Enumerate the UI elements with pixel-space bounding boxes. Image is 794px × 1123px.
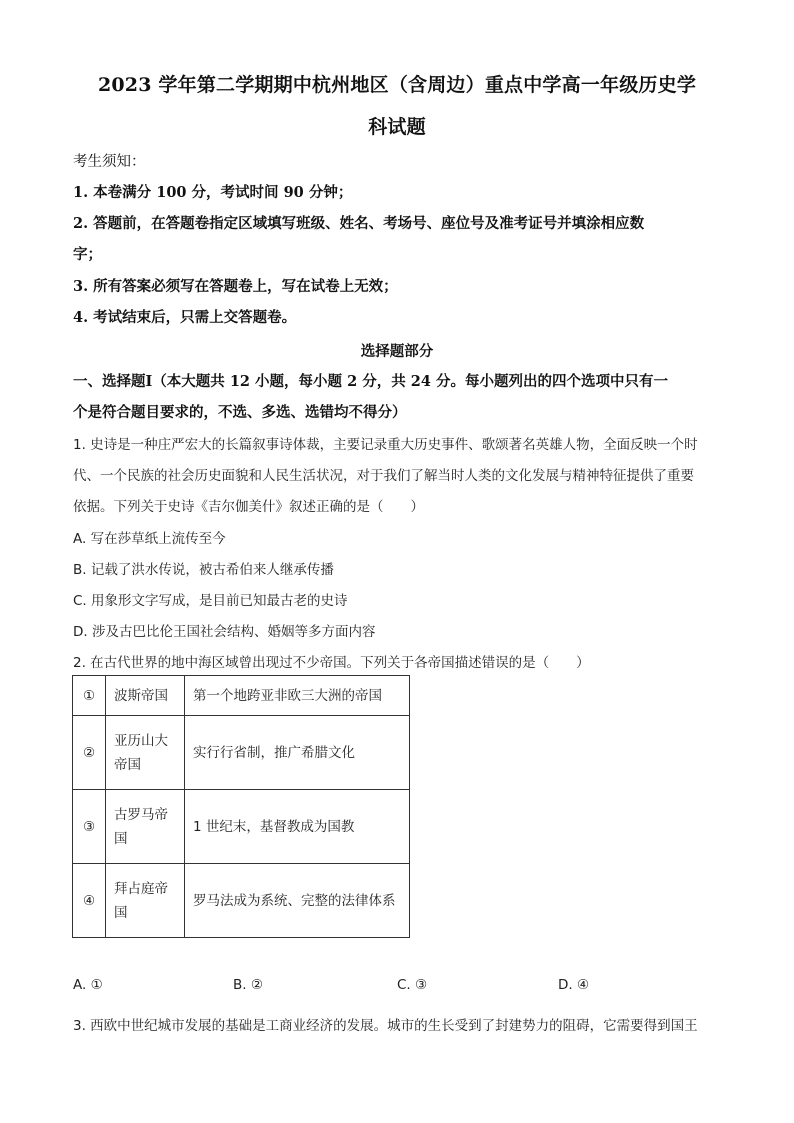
empire-name-line: 古罗马帝 [114,806,168,823]
empire-name-line: 拜占庭帝 [114,880,168,897]
section-title: 选择题部分 [360,343,434,360]
empire-description: 实行行省制，推广希腊文化 [185,716,410,790]
empire-table [72,675,410,938]
notice-item: 4. 考试结束后，只需上交答题卷。 [73,309,297,326]
q1-option-c: C. 用象形文字写成，是目前已知最古老的史诗 [73,593,348,609]
q1-option-a: A. 写在莎草纸上流传至今 [73,531,226,547]
empire-name-line: 帝国 [114,756,141,773]
notice-item: 1. 本卷满分 100 分，考试时间 90 分钟； [73,184,353,201]
q3-stem: 3. 西欧中世纪城市发展的基础是工商业经济的发展。城市的生长受到了封建势力的阻碍，它需要得到国王 [73,1018,698,1034]
row-number: ② [73,716,106,790]
table-row [73,790,410,864]
q1-stem-line: 代、一个民族的社会历史面貌和人民生活状况，对于我们了解当时人类的文化发展与精神特征提供了重要 [73,468,694,484]
table-row [73,716,410,790]
q2-option-d: D. ④ [558,977,590,993]
q2-option-a: A. ① [73,977,103,993]
q2-option-c: C. ③ [397,977,428,993]
empire-name-line: 波斯帝国 [114,687,168,704]
q1-stem-line: 1. 史诗是一种庄严宏大的长篇叙事诗体裁，主要记录重大历史事件、歌颂著名英雄人物，全面反映一个时 [73,437,698,453]
empire-name-line: 国 [114,904,128,921]
part-heading-line-2: 个是符合题目要求的，不选、多选、选错均不得分） [73,404,407,421]
notice-item: 2. 答题前，在答题卷指定区域填写班级、姓名、考场号、座位号及准考证号并填涂相应数 [73,215,645,232]
empire-name-line: 亚历山大 [114,732,168,749]
q1-stem-line: 依据。下列关于史诗《吉尔伽美什》叙述正确的是（ ） [73,499,424,515]
exam-title-line-1: 2023 学年第二学期期中杭州地区（含周边）重点中学高一年级历史学 [97,74,697,96]
empire-name [106,716,185,790]
q1-option-b: B. 记载了洪水传说，被古希伯来人继承传播 [73,562,334,578]
q2-option-b: B. ② [233,977,263,993]
empire-name [106,790,185,864]
empire-name [106,676,185,716]
notice-item: 3. 所有答案必须写在答题卷上，写在试卷上无效； [73,278,398,295]
notice-item: 字； [73,246,102,263]
empire-description: 1 世纪末，基督教成为国教 [185,790,410,864]
exam-title-line-2: 科试题 [368,116,426,138]
row-number: ③ [73,790,106,864]
empire-description: 第一个地跨亚非欧三大洲的帝国 [185,676,410,716]
empire-name [106,864,185,938]
row-number: ④ [73,864,106,938]
empire-description: 罗马法成为系统、完整的法律体系 [185,864,410,938]
q1-option-d: D. 涉及古巴比伦王国社会结构、婚姻等多方面内容 [73,624,376,640]
empire-name-line: 国 [114,830,128,847]
table-row [73,676,410,716]
part-heading-line-1: 一、选择题Ⅰ（本大题共 12 小题，每小题 2 分，共 24 分。每小题列出的四个选项中只有一 [73,373,669,390]
notice-heading: 考生须知： [73,154,146,170]
q2-stem: 2. 在古代世界的地中海区域曾出现过不少帝国。下列关于各帝国描述错误的是（ ） [73,655,590,671]
table-row [73,864,410,938]
row-number: ① [73,676,106,716]
